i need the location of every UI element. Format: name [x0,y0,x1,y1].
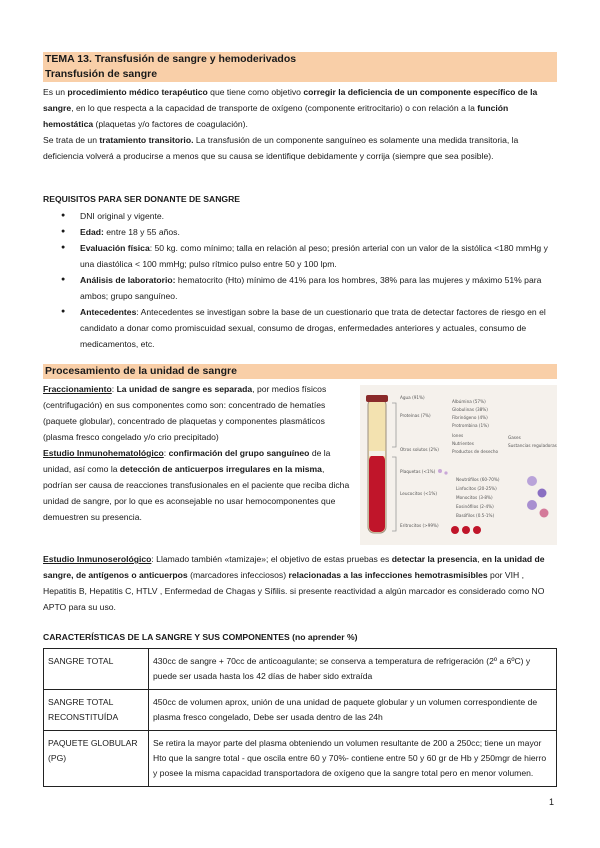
neutrophil-icon [527,476,537,486]
lymphocyte-icon [538,489,547,498]
section-heading-processing: Procesamiento de la unidad de sangre [43,364,557,379]
platelet-icon [444,471,447,474]
requirements-title: REQUISITOS PARA SER DONANTE DE SANGRE [43,194,241,204]
label-reguladoras: Sustancias reguladoras [508,443,557,448]
label-neutro: Neutrófilos (60-70%) [456,477,500,482]
page-number: 1 [549,797,555,807]
intro-paragraph: Es un procedimiento médico terapéutico que tiene como objetivo corregir la deficiencia de un componente específico de la sangre, en lo que respecta a la capacidad de transporte de oxígeno (componente eritrocitario) o con relación a la función hemostática (plaquetas y/o factores de coagulación). Se trata de un tratamiento transitorio. La transfusión de un componente sanguíneo es solamente una medida transitoria, la deficiencia volverá a producirse a menos que su causa se identifique debidamente y corrija (siempre que sea posible). [43,87,538,161]
label-nutrientes: Nutrientes [452,441,474,446]
list-item: ● Evaluación física: 50 kg. como mínimo; talla en relación al peso; presión arterial con un valor de la sistólica <180 mmHg y una diastólica < 100 mmHg; pulso rítmico pulso entre 50 y 100 lpm. [43,240,559,272]
table-row [44,731,557,787]
label-erythro: Eritrocitos (>99%) [400,523,439,528]
list-item: ● Análisis de laboratorio: hematocrito (Hto) mínimo de 41% para los hombres, 38% para las mujeres y máximo 51% para ambos; grupo sanguíneo. [43,272,559,304]
table-cell-desc: Se retira la mayor parte del plasma obteniendo un volumen resultante de 200 a 250cc; tiene un mayor Hto que la sangre total - que oscila entre 60 y 70%- contiene entre 50 y 60 gr de Hb y 250mgr de hierro y posee la misma capacidad transportadora de oxígeno que la sangre total pero en menor volumen. [149,731,557,787]
label-linfo: Linfocitos (20-25%) [456,486,497,491]
table-title: CARACTERÍSTICAS DE LA SANGRE Y SUS COMPONENTES (no aprender %) [43,632,358,642]
table-cell-desc: 450cc de volumen aprox, unión de una unidad de paquete globular y un volumen correspondiente de plasma fresco congelado, Debe ser usada dentro de las 24h [149,690,557,731]
erythrocyte-icon [451,526,459,534]
blood-figure-svg [360,385,557,545]
list-item: ● Edad: entre 18 y 55 años. [43,224,559,240]
label-water: Agua (91%) [400,395,425,400]
label-mono: Monocitos (3-8%) [456,495,493,500]
label-other: Otros solutos (2%) [400,447,439,452]
document-title: TEMA 13. Transfusión de sangre y hemoderivados [43,52,557,67]
label-eosino: Eosinófilos (2-4%) [456,504,494,509]
erythrocyte-icon [462,526,470,534]
label-platelets: Plaquetas (<1%) [400,469,436,474]
table-row [44,690,557,731]
label-baso: Basófilos (0.5-1%) [456,513,495,518]
table-cell-name: SANGRE TOTAL RECONSTITUÍDA [44,690,149,731]
label-leukocytes: Leucocitos (<1%) [400,491,437,496]
list-item: ● Antecedentes: Antecedentes se investigan sobre la base de un cuestionario que trata de detectar factores de riesgo en el candidato a donar como promiscuidad sexual, consumo de drogas, enfermedades anteriores y actuales, consumo de medicamentos, etc. [43,304,559,352]
label-fibrinogen: Fibrinógeno (4%) [452,415,488,420]
eosinophil-icon [540,509,549,518]
label-iones: Iones [452,433,464,438]
label-globulins: Globulinas (38%) [452,407,488,412]
table-row [44,649,557,690]
table-cell-name: PAQUETE GLOBULAR (PG) [44,731,149,787]
label-proteins: Proteínas (7%) [400,413,431,418]
processing-text: Fraccionamiento: La unidad de sangre es separada, por medios físicos (centrifugación) en sus componentes como son: concentrado de hematíes (paquete globular), concentrado de plaquetas y componentes plasmáticos (plasma fresco congelado y/o crio precipitado) Estudio Inmunohematológico: confirmación del grupo sanguíneo de la unidad, así como la detección de anticuerpos irregulares en la misma, podrían ser causa de reacciones transfusionales en el paciente que reciba dicha unidad de sangre, por lo que es aconsejable no usar hemocomponentes que demuestren su presencia. [43,384,350,522]
list-item: ● DNI original y vigente. [43,208,559,224]
label-gases: Gases [508,435,521,440]
section-heading-transfusion: Transfusión de sangre [43,67,557,82]
blood-composition-figure [360,385,557,545]
monocyte-icon [527,500,537,510]
serology-paragraph: Estudio Inmunoserológico: Llamado también «tamizaje»; el objetivo de estas pruebas es detectar la presencia, en la unidad de sangre, de antígenos o anticuerpos (marcadores infecciosos) relacionadas a las infecciones hemotrasmisibles por VIH , Hepatitis B, Hepatitis C, HTLV , Enfermedad de Chagas y Sífilis. si presente reactividad a algún marcador es considerado como NO APTO para su uso. [43,554,545,612]
label-prothrombin: Protrombina (1%) [452,423,489,428]
label-albumin: Albúmina (57%) [452,399,486,404]
erythrocyte-icon [473,526,481,534]
label-desechos: Productos de desecho [452,449,499,454]
platelet-icon [438,469,442,473]
red-cells-layer [369,455,385,532]
requirements-list [43,208,559,352]
buffy-coat-layer [369,451,385,456]
tube-cap-icon [366,395,388,402]
table-cell-desc: 430cc de sangre + 70cc de anticoagulante; se conserva a temperatura de refrigeración (2º a 6ºC) y puede ser usada hasta los 42 días de haber sido extraída [149,649,557,690]
components-table [43,648,557,787]
table-cell-name: SANGRE TOTAL [44,649,149,690]
